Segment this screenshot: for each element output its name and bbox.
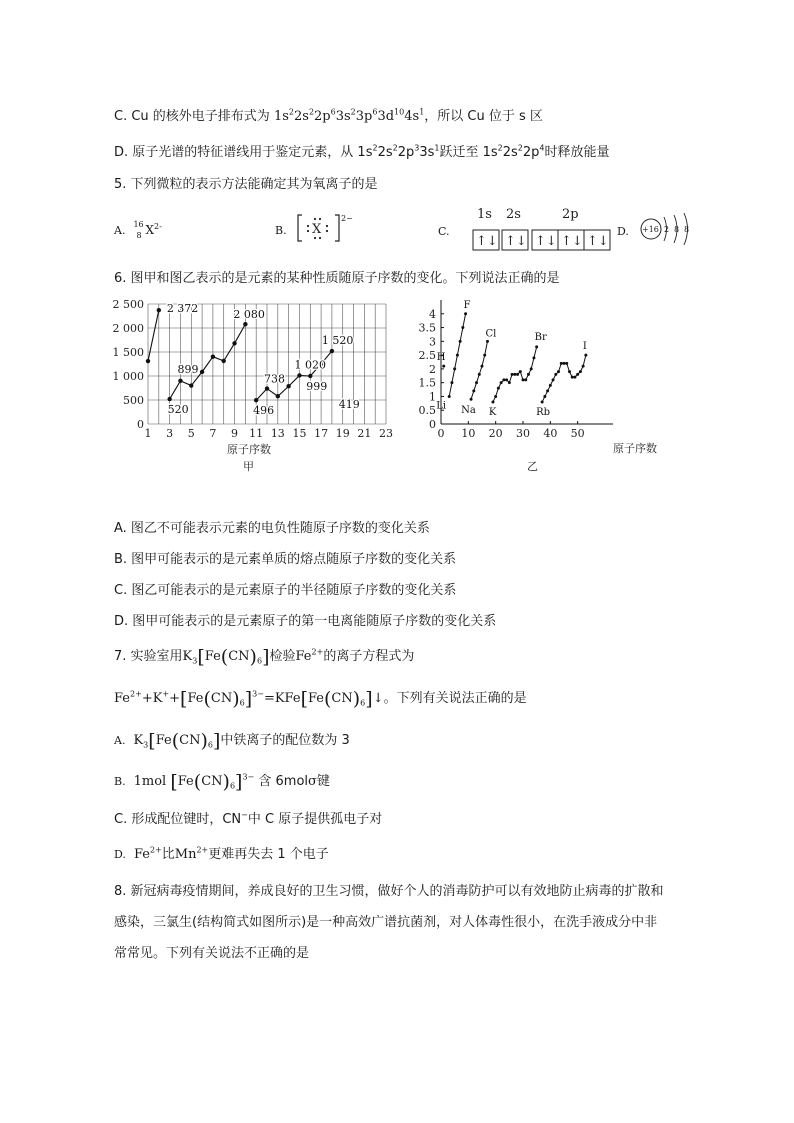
chart-jia-xtick: 5: [187, 427, 195, 440]
chart-jia-ytick: 2 000: [112, 322, 144, 335]
q4-d-from: $1s^22s^22p^33s^1$: [357, 143, 440, 160]
chart-yi-caption: 乙: [527, 460, 538, 473]
q5-c-orbital-1s: 1s: [477, 207, 493, 222]
chart-yi-point: [522, 378, 525, 381]
q5-b-charge: 2−: [341, 214, 354, 223]
chart-yi-point-label: H: [436, 352, 446, 364]
chart-yi-ytick: 0.5: [418, 404, 436, 418]
q6-option-d: D. 图甲可能表示的是元素原子的第一电离能随原子序数的变化关系: [114, 614, 497, 629]
chart-jia-xtick: 3: [166, 427, 174, 440]
chart-yi-point: [491, 400, 494, 403]
chart-jia-ytick: 500: [123, 394, 144, 407]
chart-yi-xtick: 50: [570, 427, 585, 440]
q4-c-prefix: C. Cu 的核外电子排布式为: [114, 109, 274, 124]
chart-jia-xtick: 19: [335, 427, 350, 440]
chart-yi-ytick: 4: [429, 307, 436, 321]
q4-d-suffix: 时释放能量: [544, 145, 610, 160]
chart-yi-point: [450, 381, 453, 384]
chart-jia-xtick: 7: [209, 427, 217, 440]
chart-yi-point-label: Br: [534, 331, 547, 343]
chart-yi-point: [549, 384, 552, 387]
chart-jia-ytick: 2 500: [112, 298, 144, 311]
q7-stem-mid: 检验: [269, 649, 296, 664]
q5-a-nuclide: 16 8: [133, 220, 144, 240]
chart-yi-point: [453, 367, 456, 370]
q5-option-c: [438, 204, 609, 254]
chart-jia-series-line: [170, 324, 246, 399]
chart-yi-point: [579, 370, 582, 373]
q8-line-1: 8. 新冠病毒疫情期间，养成良好的卫生习惯，做好个人的消毒防护可以有效地防止病毒的扩散和: [114, 884, 664, 899]
chart-yi-point: [500, 381, 503, 384]
q5-a-label: A.: [114, 224, 126, 237]
chart-yi-point-label: K: [488, 406, 497, 418]
chart-yi-point: [505, 378, 508, 381]
chart-jia-data-label: 419: [338, 397, 360, 411]
chart-jia-xtick: 23: [379, 427, 393, 440]
q5-option-a: [114, 218, 162, 240]
chart-yi-point: [571, 376, 574, 379]
chart-jia-point: [200, 370, 204, 374]
q5-d-label: D.: [617, 225, 629, 238]
chart-jia-caption: 甲: [243, 460, 254, 473]
q7-option-b: B. 1mol $[Fe(CN)_6]^{3-}$ 含 6molσ键: [114, 771, 330, 793]
q7-option-c: C. 形成配位键时，CN−中 C 原子提供孤电子对: [114, 810, 383, 827]
chart-yi-point: [532, 356, 535, 359]
chart-yi-point: [508, 381, 511, 384]
chart-yi-point: [560, 362, 563, 365]
chart-jia-ytick: 0: [137, 418, 144, 431]
q5-c-box-2: ↑↓: [505, 234, 528, 249]
q4-c-suffix: ，所以 Cu 位于 s 区: [424, 109, 543, 124]
chart-jia-data-label: 520: [167, 403, 189, 417]
chart-yi-point-label: Rb: [536, 406, 551, 418]
chart-jia: [112, 296, 393, 481]
chart-yi-point: [576, 373, 579, 376]
chart-yi-point: [513, 373, 516, 376]
q5-c-label: C.: [438, 225, 450, 238]
chart-yi-point: [481, 365, 484, 368]
q8-line-2: 感染，三氯生(结构简式如图所示)是一种高效广谱抗菌剂，对人体毒性很小，在洗手液成分中非: [114, 915, 658, 930]
chart-yi-point: [519, 370, 522, 373]
chart-jia-data-label: 1 520: [321, 334, 354, 348]
chart-jia-series-line: [148, 310, 159, 361]
chart-yi-xtick: 10: [461, 427, 476, 440]
chart-jia-data-label: 1 020: [294, 358, 326, 372]
chart-yi-xtick: 0: [437, 427, 445, 440]
q5-c-orbital-2p: 2p: [562, 207, 579, 222]
chart-yi-ytick: 1: [429, 390, 436, 404]
q4-d-to: $1s^22s^22p^4$: [482, 143, 545, 160]
q5-d-nucleus: +16: [641, 225, 659, 234]
q7-stem-formula: $K_3[Fe(CN)_6]$: [182, 646, 270, 668]
q7-stem: 7. 实验室用$K_3[Fe(CN)_6]$检验$Fe^{2+}$的离子方程式为: [114, 646, 415, 668]
chart-jia-data-label: 496: [253, 404, 275, 418]
q7-stem-prefix: 7. 实验室用: [114, 649, 183, 664]
q5-d-shell-2: 8: [673, 225, 679, 234]
chart-yi-point: [502, 378, 505, 381]
chart-jia-point: [189, 383, 193, 387]
chart-yi-point: [448, 395, 451, 398]
chart-jia-data-label: 2 080: [233, 308, 265, 322]
chart-jia-data-label: 899: [177, 362, 199, 376]
q5-b-electron-dot: [296, 212, 358, 246]
q4-d-mid: 跃迁至: [439, 145, 483, 160]
chart-yi-xtick: 20: [488, 427, 503, 440]
q5-b-symbol: X: [312, 222, 322, 237]
chart-yi-point: [470, 398, 473, 401]
chart-yi-ytick: 3: [429, 335, 436, 349]
chart-yi-point: [472, 389, 475, 392]
chart-jia-point: [211, 355, 215, 359]
chart-jia-point: [157, 308, 161, 312]
chart-yi-point: [530, 367, 533, 370]
q5-d-shell-3: 8: [683, 225, 689, 234]
chart-yi-point: [552, 378, 555, 381]
chart-yi-ytick: 3.5: [418, 321, 436, 335]
q7-stem-suffix: 的离子方程式为: [323, 649, 415, 664]
q4-c-config: $1s^22s^22p^63s^23p^63d^{10}4s^1$: [273, 107, 425, 124]
chart-yi-point: [516, 373, 519, 376]
chart-yi-point-label: Li: [436, 400, 447, 412]
q7-equation: $Fe^{2+}+K^++[Fe(CN)_6]^{3-}=KFe[Fe(CN)_6]↓$。下列有关说法正确的是: [114, 688, 527, 710]
chart-jia-point: [330, 349, 334, 353]
chart-jia-point: [222, 359, 226, 363]
chart-jia-xtick: 11: [249, 427, 264, 440]
chart-yi-point: [461, 326, 464, 329]
q5-b-label: B.: [275, 224, 287, 237]
chart-yi-point: [456, 354, 459, 357]
chart-yi-point: [511, 373, 514, 376]
chart-yi-point: [568, 370, 571, 373]
chart-yi-point: [442, 365, 445, 368]
chart-jia-xtick: 17: [314, 427, 329, 440]
chart-yi-ytick: 2.5: [418, 349, 436, 363]
q5-a-charge: 2-: [154, 222, 162, 231]
chart-jia-ytick: 1 500: [112, 346, 144, 359]
chart-yi-point: [546, 389, 549, 392]
q6-option-b: B. 图甲可能表示的是元素单质的熔点随原子序数的变化关系: [114, 552, 457, 567]
q7-option-d: D. $Fe^{2+}$比$Mn^{2+}$更难再失去 1 个电子: [114, 845, 329, 862]
q6-option-a: A. 图乙不可能表示元素的电负性随原子序数的变化关系: [114, 521, 430, 536]
chart-yi-point-label: I: [582, 341, 587, 353]
chart-jia-point: [297, 373, 301, 377]
chart-yi-point: [497, 387, 500, 390]
chart-jia-data-label: 2 372: [166, 302, 199, 316]
q5-stem: 5. 下列微粒的表示方法能确定其为氧离子的是: [114, 177, 378, 192]
q5-d-shell-1: 2: [663, 225, 669, 234]
chart-jia-xtick: 9: [231, 427, 239, 440]
q5-c-box-5: ↑↓: [587, 234, 610, 249]
chart-yi-point-label: Cl: [485, 328, 497, 340]
chart-yi-point: [563, 362, 566, 365]
chart-jia-xtick: 21: [357, 427, 372, 440]
q6-option-c: C. 图乙可能表示的是元素原子的半径随原子序数的变化关系: [114, 583, 457, 598]
chart-jia-point: [276, 394, 280, 398]
chart-yi-ytick: 2: [429, 362, 436, 376]
chart-yi-point: [584, 354, 587, 357]
chart-yi-point: [475, 381, 478, 384]
chart-yi-xlabel: 原子序数: [613, 442, 657, 455]
q7-option-a: A. $K_3[Fe(CN)_6]$中铁离子的配位数为 3: [114, 730, 350, 752]
q5-d-atomic-structure: [639, 212, 697, 246]
q5-c-box-1: ↑↓: [476, 234, 499, 249]
chart-yi-ytick: 0: [429, 418, 436, 431]
chart-yi-point-label: F: [463, 299, 471, 311]
chart-yi-point: [573, 376, 576, 379]
chart-yi-point: [554, 373, 557, 376]
chart-jia-data-label: 738: [264, 372, 285, 386]
q4-option-c: [114, 108, 543, 126]
chart-jia-point: [146, 359, 150, 363]
chart-yi-point: [582, 365, 585, 368]
chart-yi-point: [459, 340, 462, 343]
chart-yi-point: [464, 312, 467, 315]
q4-option-d: [114, 144, 610, 162]
chart-jia-point: [232, 341, 236, 345]
q5-option-b: [275, 212, 358, 246]
chart-yi-point: [478, 373, 481, 376]
chart-jia-xtick: 13: [270, 427, 285, 440]
chart-jia-xtick: 1: [144, 427, 152, 440]
chart-jia-data-label: 999: [306, 380, 328, 393]
chart-yi-point: [557, 370, 560, 373]
chart-jia-point: [308, 374, 312, 378]
chart-jia-xtick: 15: [292, 427, 307, 440]
chart-yi-point: [494, 395, 497, 398]
chart-yi-point: [565, 362, 568, 365]
chart-yi-point-label: Na: [461, 405, 476, 417]
chart-yi-point: [483, 354, 486, 357]
chart-jia-ytick: 1 000: [112, 370, 144, 383]
q5-option-d: [617, 212, 697, 246]
chart-yi-point: [535, 345, 538, 348]
chart-yi-point: [541, 400, 544, 403]
chart-yi-ytick: 1.5: [418, 376, 436, 390]
chart-yi: [405, 296, 665, 481]
chart-yi-point: [486, 340, 489, 343]
q5-c-box-4: ↑↓: [561, 234, 584, 249]
q5-c-box-3: ↑↓: [535, 234, 558, 249]
chart-yi-point: [543, 395, 546, 398]
q7-stem-fe2: Fe: [295, 649, 312, 664]
q6-stem: 6. 图甲和图乙表示的是元素的某种性质随原子序数的变化。下列说法正确的是: [114, 271, 560, 286]
chart-jia-point: [286, 384, 290, 388]
q5-c-orbital-2s: 2s: [506, 207, 522, 222]
chart-jia-point: [167, 397, 171, 401]
chart-yi-xtick: 40: [543, 427, 558, 440]
q5-c-orbital-diagram: [459, 204, 609, 254]
chart-yi-xtick: 30: [516, 427, 530, 440]
q4-d-prefix: D. 原子光谱的特征谱线用于鉴定元素，从: [114, 145, 358, 160]
chart-yi-point: [527, 373, 530, 376]
chart-jia-point: [265, 386, 269, 390]
q5-a-symbol: X: [145, 223, 154, 237]
chart-jia-point: [178, 379, 182, 383]
chart-jia-xlabel: 原子序数: [227, 443, 271, 456]
chart-jia-point: [254, 398, 258, 402]
chart-yi-point: [524, 378, 527, 381]
q8-line-3: 常常见。下列有关说法不正确的是: [114, 946, 310, 961]
chart-jia-point: [243, 322, 247, 326]
